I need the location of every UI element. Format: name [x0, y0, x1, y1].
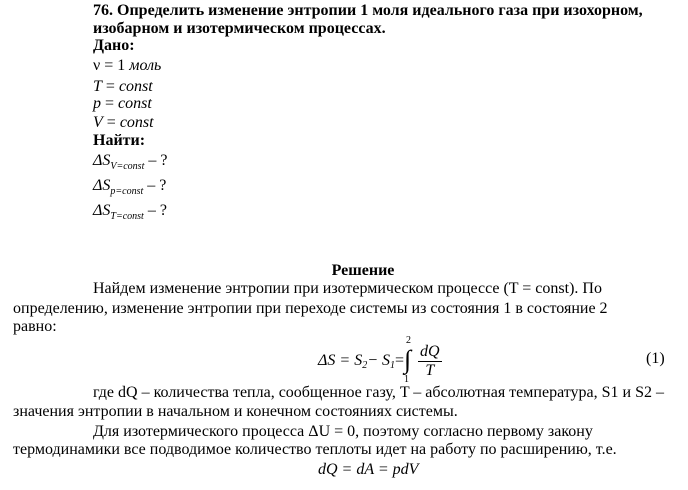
para3-line1: Для изотермического процесса ΔU = 0, поэтому согласно первому закону — [93, 423, 593, 440]
find-subscript: p=const — [110, 186, 144, 197]
equation-number: (1) — [646, 350, 665, 367]
para2-line2: значения энтропии в начальном и конечном состояниях системы. — [13, 403, 458, 420]
eq1-fraction — [418, 343, 442, 380]
eq1-mid: − S — [367, 352, 390, 369]
given-equals: = — [101, 95, 119, 112]
given-item-t — [93, 78, 153, 96]
para3-line2: термодинамики все подводимое количество теплоты идет на работу по расширению, т.е. — [13, 441, 617, 458]
given-item-nu — [93, 57, 161, 75]
find-symbol: ΔS — [93, 202, 111, 219]
given-value: моль — [129, 57, 162, 74]
given-label: Дано: — [93, 37, 135, 54]
equation-entropy — [318, 337, 442, 385]
given-value: const — [119, 114, 154, 131]
find-item-t — [93, 202, 167, 220]
find-item-v — [93, 152, 167, 170]
find-tail: – ? — [143, 177, 167, 194]
find-tail: – ? — [143, 202, 167, 219]
para2-line1: где dQ – количества тепла, сообщенное газу, T – абсолютная температура, S1 и S2 – — [93, 384, 664, 401]
given-symbol: T — [93, 78, 102, 95]
given-equals: = — [102, 114, 120, 131]
para1-line2: определению, изменение энтропии при переходе системы из состояния 1 в состояние 2 — [13, 300, 608, 317]
find-symbol: ΔS — [93, 177, 111, 194]
find-tail: – ? — [144, 152, 168, 169]
solution-heading: Решение — [331, 262, 395, 279]
integral-sign: ∫ — [404, 345, 412, 374]
equation-work: dQ = dA = pdV — [318, 461, 419, 478]
find-subscript: T=const — [110, 211, 144, 222]
integral-lower-limit: 1 — [404, 374, 410, 385]
given-symbol: p — [93, 95, 101, 112]
eq1-sub1: 1 — [389, 359, 395, 371]
find-subscript: V=const — [110, 161, 145, 172]
given-equals: = — [101, 78, 119, 95]
problem-title-cont: изобарном и изотермическом процессах. — [93, 20, 386, 37]
eq1-lhs: ΔS = S — [318, 352, 363, 369]
given-item-p — [93, 95, 152, 113]
eq1-numerator: dQ — [420, 342, 440, 360]
given-value: const — [118, 95, 152, 112]
eq1-equals: = — [394, 352, 405, 369]
find-label: Найти: — [93, 132, 146, 149]
given-symbol: ν — [93, 57, 101, 74]
given-item-v — [93, 114, 154, 132]
find-item-p — [93, 177, 166, 195]
integral-upper-limit: 2 — [406, 335, 412, 346]
find-symbol: ΔS — [93, 152, 111, 169]
eq1-sub2: 2 — [362, 359, 368, 371]
para1-line1: Найдем изменение энтропии при изотермическом процессе (T = const). По — [93, 280, 602, 297]
problem-title: 76. Определить изменение энтропии 1 моля идеального газа при изохорном, — [93, 2, 643, 19]
given-value: const — [118, 78, 153, 95]
para1-line3: равно: — [13, 318, 57, 335]
given-symbol: V — [93, 114, 103, 131]
integral — [404, 337, 418, 385]
given-equals: = 1 — [100, 57, 130, 74]
eq1-denominator: T — [425, 361, 435, 379]
